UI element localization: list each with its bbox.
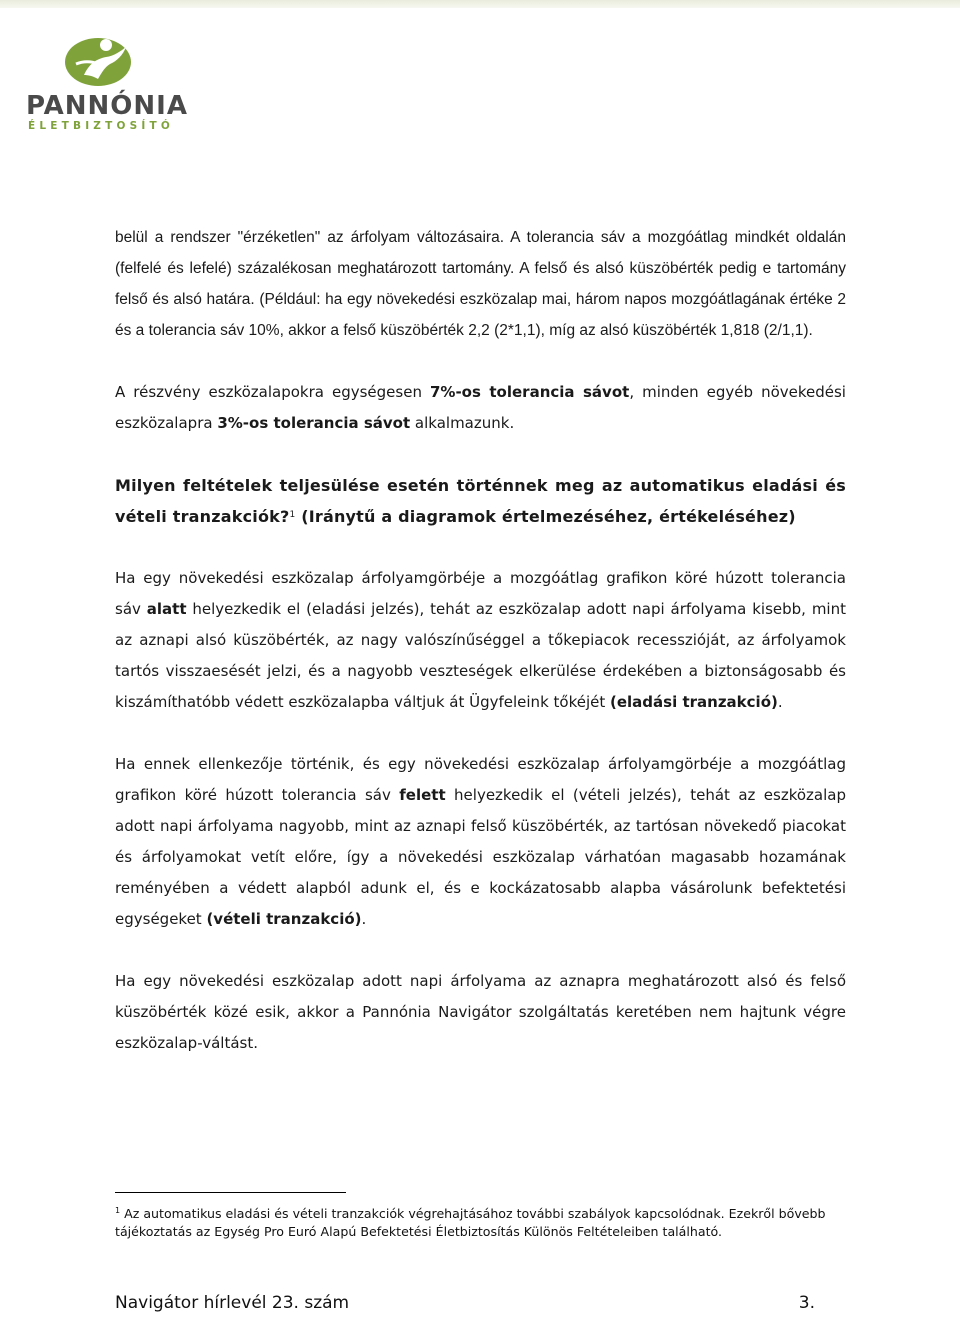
top-color-band: [0, 0, 960, 8]
brand-tagline: ÉLETBIZTOSÍTÓ: [28, 120, 174, 132]
footnote-number: 1: [115, 1206, 121, 1215]
footnote-text: Az automatikus eladási és vételi tranzakciók végrehajtásához további szabályok kapcsolódnak. Ezekről bővebb tájékoztatás az Egység Pro Euró Alapú Befektetési Életbiztosítás Különös Feltételeiben található.: [115, 1206, 826, 1239]
bold-3-percent: 3%-os tolerancia sávot: [217, 414, 411, 432]
bold-alatt: alatt: [146, 600, 187, 618]
paragraph-no-switch: Ha egy növekedési eszközalap adott napi árfolyama az aznapra meghatározott alsó és felső küszöbérték közé esik, akkor a Pannónia Navigátor szolgáltatás keretében nem hajtunk végre eszközalap-váltást.: [115, 972, 846, 1052]
bold-sell-transaction: (eladási tranzakció): [610, 693, 778, 711]
footnote-divider: [115, 1192, 346, 1193]
paragraph-tolerance-values: A részvény eszközalapokra egységesen 7%-os tolerancia sávot, minden egyéb növekedési eszközalapra 3%-os tolerancia sávot alkalmazunk.: [115, 383, 846, 432]
bold-felett: felett: [399, 786, 446, 804]
main-content: [115, 222, 846, 1059]
footnote-reference: 1: [289, 510, 296, 520]
pannonia-logo: [26, 34, 192, 132]
bold-buy-transaction: (vételi tranzakció): [206, 910, 362, 928]
running-figure-emblem-icon: [26, 34, 192, 94]
section-heading: Milyen feltételek teljesülése esetén történnek meg az automatikus eladási és vételi tranzakciók?$^1$ (Iránytű a diagramok értelmezéséhez, értékeléséhez): [115, 476, 846, 526]
paragraph-buy-signal: Ha ennek ellenkezője történik, és egy növekedési eszközalap árfolyamgörbéje a mozgóátlag grafikon köré húzott tolerancia sáv felett helyezkedik el (vételi jelzés), tehát az eszközalap adott napi árfolyama nagyobb, mint az aznapi felső küszöbérték, az tartósan növekedő piacokat és árfolyamokat vetít előre, így a növekedési eszközalap várhatóan magasabb hozamának reményében a védett alapból adunk el, és e kockázatosabb alapba vásárolunk befektetési egységeket (vételi tranzakció).: [115, 755, 846, 928]
brand-wordmark: PANNÓNIA: [26, 91, 188, 121]
page-footer: [115, 1293, 815, 1319]
page-number: 3.: [798, 1293, 815, 1313]
paragraph-tolerance-definition: belül a rendszer "érzéketlen" az árfolyam változásaira. A tolerancia sáv a mozgóátlag mindkét oldalán (felfelé és lefelé) százalékosan meghatározott tartomány. A felső és alsó küszöbérték pedig e tartomány felső és alsó határa. (Például: ha egy növekedési eszközalap mai, három napos mozgóátlagának értéke 2 és a tolerancia sáv 10%, akkor a felső küszöbérték 2,2 (2*1,1), míg az alsó küszöbérték 1,818 (2/1,1).: [115, 229, 846, 339]
bold-7-percent: 7%-os tolerancia sávot: [429, 383, 630, 401]
newsletter-issue: Navigátor hírlevél 23. szám: [115, 1293, 350, 1313]
footnote: [115, 1205, 846, 1241]
paragraph-sell-signal: Ha egy növekedési eszközalap árfolyamgörbéje a mozgóátlag grafikon köré húzott tolerancia sáv alatt helyezkedik el (eladási jelzés), tehát az eszközalap adott napi árfolyama kisebb, mint az aznapi alsó küszöbérték, az nagy valószínűséggel a tőkepiacok recesszióját, az árfolyamok tartós visszaesését jelzi, és a nagyobb veszteségek elkerülése érdekében a biztonságosabb és kiszámíthatóbb védett eszközalapba váltjuk át Ügyfeleink tőkéjét (eladási tranzakció).: [115, 569, 846, 711]
